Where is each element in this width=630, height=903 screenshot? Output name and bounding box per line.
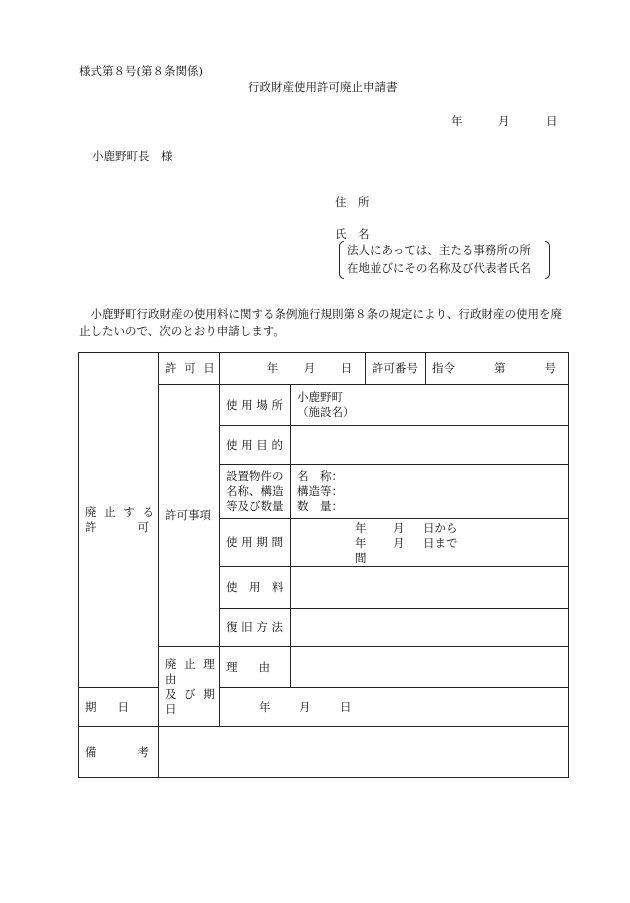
usage-place-label: 使 用 場 所 bbox=[220, 385, 291, 426]
form-number: 様式第８号(第８条関係) bbox=[79, 64, 203, 78]
usage-period-field[interactable]: 年 月 日から 年 月 日まで 間 bbox=[291, 519, 569, 567]
date-day-label: 日 bbox=[546, 114, 558, 128]
left-parenthesis bbox=[339, 241, 344, 279]
right-parenthesis bbox=[545, 241, 550, 279]
abolish-date-label: 期 日 bbox=[79, 688, 159, 727]
abolish-date-field[interactable]: 年 月 日 bbox=[220, 688, 569, 727]
address-label: 住 所 bbox=[335, 195, 370, 209]
intro-line1: 小鹿野町行政財産の使用料に関する条例施行規則第８条の規定により、行政財産の使用を廃 bbox=[79, 307, 562, 321]
abolish-reason-section: 廃 止 理 由 及 び 期 日 bbox=[159, 647, 220, 727]
reason-label: 理 由 bbox=[220, 647, 291, 688]
restoration-method-label: 復 旧 方 法 bbox=[220, 609, 291, 647]
remarks-label: 備 考 bbox=[79, 727, 159, 778]
installed-items-field[interactable]: 名 称： 構造等： 数 量： bbox=[291, 465, 569, 519]
addressee: 小鹿野町長 様 bbox=[92, 149, 173, 163]
permit-date-label: 許 可 日 bbox=[159, 353, 220, 385]
installed-items-label: 設置物件の 名称、構造 等及び数量 bbox=[220, 465, 291, 519]
usage-purpose-field[interactable] bbox=[291, 426, 569, 465]
corporation-note-line2: 在地並びにその名称及び代表者氏名 bbox=[347, 261, 531, 275]
usage-place-field[interactable]: 小鹿野町 （施設名） bbox=[291, 385, 569, 426]
date-year-label: 年 bbox=[451, 114, 463, 128]
reason-field[interactable] bbox=[291, 647, 569, 688]
corporation-note-line1: 法人にあっては、主たる事務所の所 bbox=[347, 243, 531, 257]
document-title: 行政財産使用許可廃止申請書 bbox=[248, 80, 398, 94]
abolish-permit-section: 廃 止 す る 許 可 bbox=[79, 353, 159, 688]
permit-number-field[interactable]: 指令 第 号 bbox=[426, 353, 569, 385]
usage-fee-label: 使 用 料 bbox=[220, 567, 291, 609]
usage-fee-field[interactable] bbox=[291, 567, 569, 609]
name-label: 氏 名 bbox=[335, 227, 370, 241]
intro-line2: 止したいので、次のとおり申請します。 bbox=[79, 324, 285, 338]
permit-items-label: 許可事項 bbox=[159, 385, 220, 647]
restoration-method-field[interactable] bbox=[291, 609, 569, 647]
usage-purpose-label: 使 用 目 的 bbox=[220, 426, 291, 465]
remarks-field[interactable] bbox=[159, 727, 569, 778]
permit-number-label: 許可番号 bbox=[366, 353, 426, 385]
usage-period-label: 使 用 期 間 bbox=[220, 519, 291, 567]
permit-date-field[interactable]: 年 月 日 bbox=[220, 353, 366, 385]
date-month-label: 月 bbox=[498, 114, 510, 128]
application-form-table bbox=[78, 352, 569, 778]
